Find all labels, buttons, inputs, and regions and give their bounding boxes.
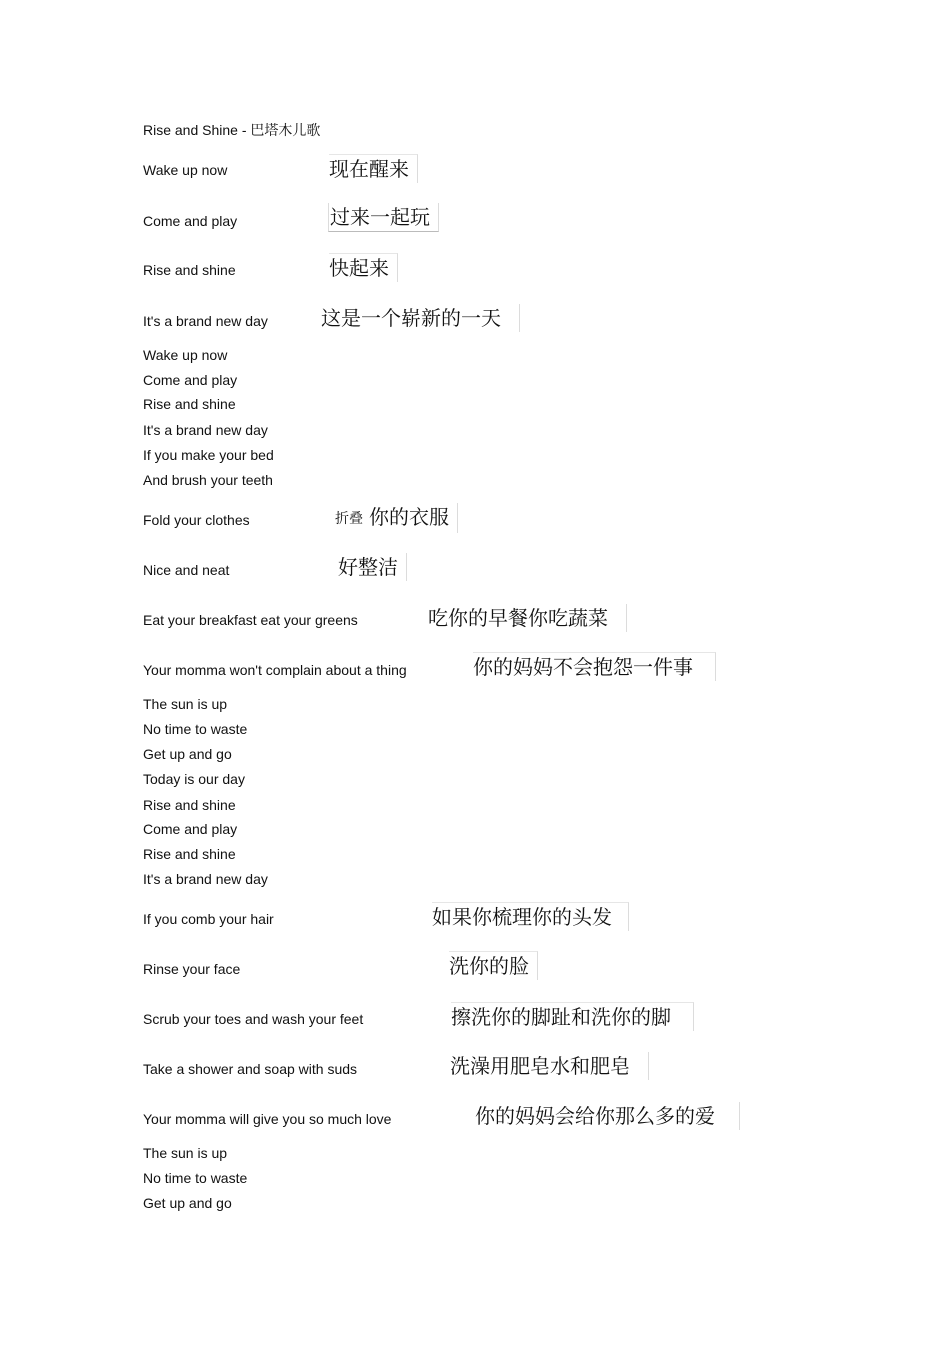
- lyric-english: Wake up now: [143, 347, 228, 363]
- lyric-chinese: 你的妈妈不会抱怨一件事: [473, 652, 716, 681]
- lyric-chinese-main: 你的衣服: [369, 505, 449, 529]
- lyric-english: Your momma won't complain about a thing: [143, 662, 407, 678]
- lyric-english: The sun is up: [143, 1145, 228, 1161]
- lyric-english: Get up and go: [143, 746, 232, 762]
- song-title-english: Rise and Shine -: [143, 122, 251, 138]
- lyric-english: Rise and shine: [143, 262, 236, 278]
- lyric-english: Eat your breakfast eat your greens: [143, 612, 358, 628]
- lyric-english: If you comb your hair: [143, 911, 274, 927]
- lyric-english: Get up and go: [143, 1195, 232, 1211]
- lyric-chinese-prefix: 折叠: [335, 511, 363, 527]
- lyric-chinese: 如果你梳理你的头发: [432, 902, 629, 931]
- lyric-chinese: 过来一起玩: [328, 203, 439, 232]
- lyric-english: Rise and shine: [143, 846, 236, 862]
- lyric-chinese: [335, 503, 458, 533]
- lyric-english: Rinse your face: [143, 961, 241, 977]
- lyric-english: It's a brand new day: [143, 871, 268, 887]
- lyric-english: Nice and neat: [143, 562, 230, 578]
- lyric-english: It's a brand new day: [143, 313, 268, 329]
- song-title: [143, 121, 320, 140]
- lyric-english: No time to waste: [143, 721, 248, 737]
- lyric-english: Come and play: [143, 213, 238, 229]
- lyric-english: It's a brand new day: [143, 422, 268, 438]
- lyric-english: Scrub your toes and wash your feet: [143, 1011, 364, 1027]
- lyric-chinese: 快起来: [329, 253, 398, 282]
- lyric-english: Rise and shine: [143, 396, 236, 412]
- lyric-chinese: 擦洗你的脚趾和洗你的脚: [451, 1002, 694, 1031]
- lyric-english: No time to waste: [143, 1170, 248, 1186]
- lyric-chinese: 这是一个崭新的一天: [321, 304, 520, 332]
- lyric-english: Rise and shine: [143, 797, 236, 813]
- lyric-chinese: 洗你的脸: [449, 951, 538, 980]
- lyric-chinese: 你的妈妈会给你那么多的爱: [475, 1102, 740, 1130]
- lyric-chinese: 洗澡用肥皂水和肥皂: [450, 1052, 649, 1080]
- lyric-english: If you make your bed: [143, 447, 274, 463]
- lyric-english: Take a shower and soap with suds: [143, 1061, 358, 1077]
- lyric-english: Today is our day: [143, 771, 245, 787]
- lyric-english: And brush your teeth: [143, 472, 273, 488]
- lyric-chinese: 现在醒来: [329, 154, 418, 183]
- lyric-english: Come and play: [143, 372, 238, 388]
- lyric-chinese: 好整洁: [338, 553, 407, 581]
- lyric-chinese: 吃你的早餐你吃蔬菜: [428, 604, 627, 632]
- lyric-english: Fold your clothes: [143, 512, 250, 528]
- lyric-english: Come and play: [143, 821, 238, 837]
- lyric-english: The sun is up: [143, 696, 228, 712]
- lyric-english: Wake up now: [143, 162, 228, 178]
- song-title-chinese: 巴塔木儿歌: [250, 123, 321, 139]
- lyric-english: Your momma will give you so much love: [143, 1111, 392, 1127]
